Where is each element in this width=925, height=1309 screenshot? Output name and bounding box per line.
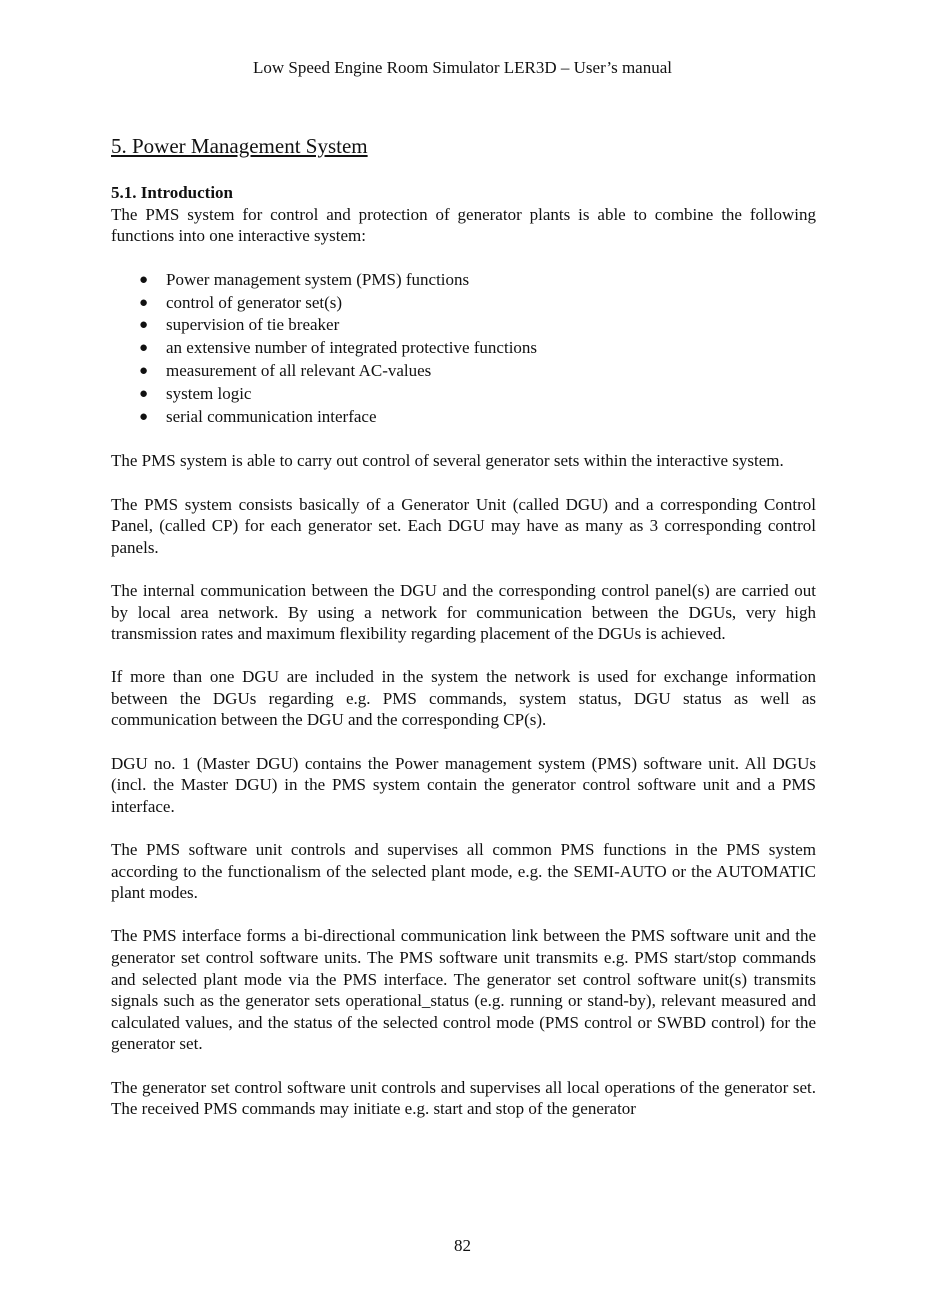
running-header: Low Speed Engine Room Simulator LER3D – User’s manual: [253, 58, 672, 77]
body-paragraph: The PMS interface forms a bi-directional communication link between the PMS software unit and the generator set control software units. The PMS software unit transmits e.g. PMS start/stop commands and selected plant mode via the PMS interface. The generator set control software unit(s) transmits signals such as the generator sets operational_status (e.g. running or stand-by), relevant measured and calculated values, and the status of the selected control mode (PMS control or SWBD control) for the generator set.: [111, 926, 816, 1054]
bullet-icon: ●: [139, 408, 149, 425]
list-item: ● Power management system (PMS) functions: [111, 269, 816, 292]
bullet-icon: ●: [139, 385, 149, 402]
list-item: ● serial communication interface: [111, 406, 816, 429]
body-paragraph: DGU no. 1 (Master DGU) contains the Power management system (PMS) software unit. All DGUs (incl. the Master DGU) in the PMS system contain the generator control software unit and a PMS interface.: [111, 753, 816, 816]
body-paragraph: The PMS system is able to carry out control of several generator sets within the interactive system.: [111, 451, 784, 471]
bullet-icon: ●: [139, 317, 149, 334]
list-item: ● measurement of all relevant AC-values: [111, 360, 816, 383]
body-paragraph: The PMS software unit controls and supervises all common PMS functions in the PMS system according to the functionalism of the selected plant mode, e.g. the SEMI-AUTO or the AUTOMATIC plant modes.: [111, 840, 816, 903]
list-item: ● an extensive number of integrated protective functions: [111, 337, 816, 360]
bullet-icon: ●: [139, 294, 149, 311]
body-paragraph: The PMS system consists basically of a Generator Unit (called DGU) and a corresponding Control Panel, (called CP) for each generator set. Each DGU may have as many as 3 corresponding control panels.: [111, 494, 816, 557]
section-title: 5.1. Introduction: [111, 183, 234, 202]
bullet-icon: ●: [139, 362, 149, 379]
body-paragraph: The generator set control software unit controls and supervises all local operations of the generator set. The received PMS commands may initiate e.g. start and stop of the generator: [111, 1077, 816, 1119]
body-paragraph: If more than one DGU are included in the system the network is used for exchange information between the DGUs regarding e.g. PMS commands, system status, DGU status as well as communication between the DGU and the corresponding CP(s).: [111, 667, 816, 730]
section-intro: The PMS system for control and protection of generator plants is able to combine the following functions into one interactive system:: [111, 204, 816, 246]
list-item: ● supervision of tie breaker: [111, 314, 816, 337]
bullet-icon: ●: [139, 340, 149, 357]
page-number: 82: [454, 1236, 471, 1255]
list-item: ● system logic: [111, 383, 816, 406]
function-list: [111, 269, 816, 429]
bullet-icon: ●: [139, 271, 149, 288]
list-item: ● control of generator set(s): [111, 292, 816, 315]
page-content: [111, 132, 816, 1141]
chapter-title: 5. Power Management System: [111, 134, 368, 158]
body-paragraph: The internal communication between the DGU and the corresponding control panel(s) are carried out by local area network. By using a network for communication between the DGUs, very high transmission rates and maximum flexibility regarding placement of the DGUs is achieved.: [111, 580, 816, 644]
